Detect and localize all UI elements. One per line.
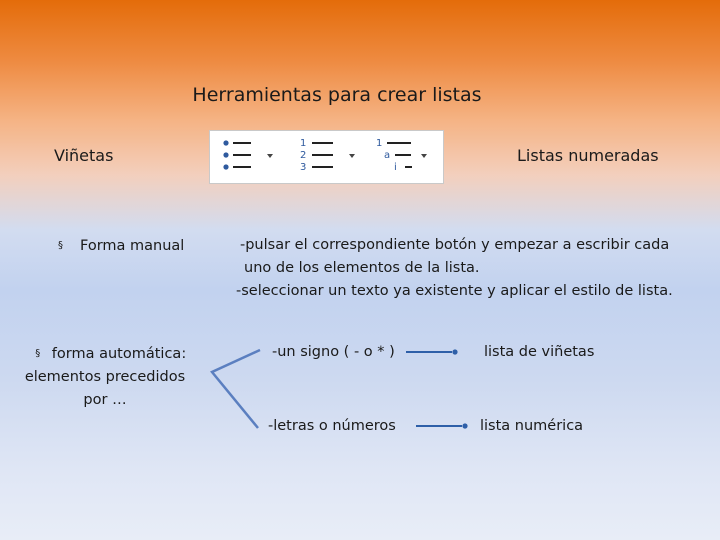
branch-connector bbox=[212, 350, 260, 428]
rule-result-numbered: lista numérica bbox=[480, 418, 584, 434]
arrow-head-1 bbox=[452, 349, 457, 354]
automatic-line-3: por … bbox=[83, 392, 127, 408]
bullets-heading: Viñetas bbox=[54, 146, 114, 165]
manual-step-1: -pulsar el correspondiente botón y empezar a escribir cada bbox=[240, 237, 670, 253]
manual-step-2: -seleccionar un texto ya existente y aplicar el estilo de lista. bbox=[236, 283, 673, 299]
svg-text:2: 2 bbox=[300, 150, 307, 161]
numbered-lists-heading: Listas numeradas bbox=[517, 146, 659, 165]
manual-step-1-cont: uno de los elementos de la lista. bbox=[244, 260, 480, 276]
rule-prefix-signs: -un signo ( - o * ) bbox=[272, 344, 395, 360]
arrow-head-2 bbox=[462, 423, 467, 428]
automatic-line-2: elementos precedidos bbox=[24, 369, 186, 385]
slide-title: Herramientas para crear listas bbox=[192, 84, 482, 106]
automatic-line-1: § forma automática: bbox=[0, 342, 210, 366]
svg-text:3: 3 bbox=[300, 162, 307, 173]
svg-text:a: a bbox=[384, 150, 391, 161]
bullet-icon: § bbox=[58, 240, 63, 251]
manual-label: Forma manual bbox=[80, 238, 185, 254]
svg-text:i: i bbox=[394, 162, 397, 173]
svg-text:1: 1 bbox=[300, 138, 307, 149]
rule-prefix-letters: -letras o números bbox=[268, 418, 396, 434]
bullet-icon: § bbox=[35, 348, 41, 359]
svg-text:1: 1 bbox=[376, 138, 383, 149]
rule-result-bullets: lista de viñetas bbox=[484, 344, 595, 360]
